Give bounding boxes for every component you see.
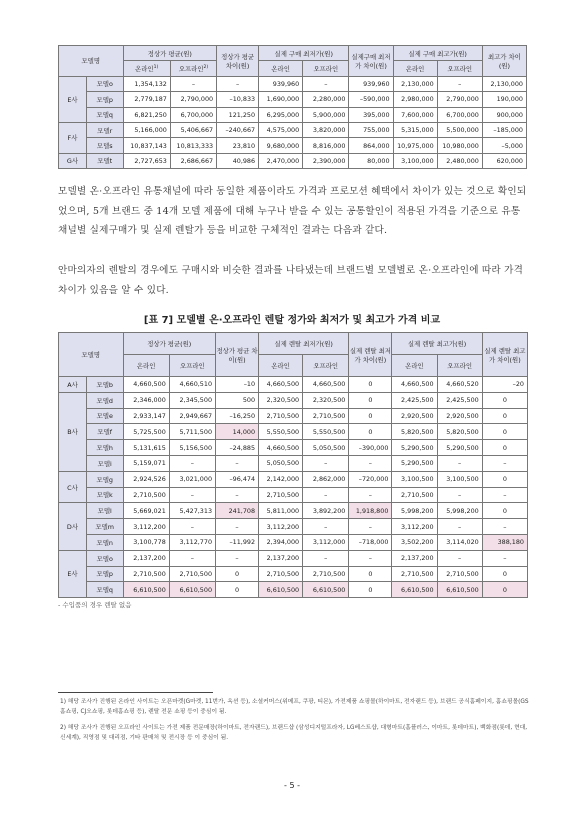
- value-cell: 5,315,000: [393, 122, 437, 137]
- table-row: [59, 122, 527, 137]
- company-cell: F사: [59, 122, 87, 153]
- value-cell: –: [437, 487, 482, 503]
- value-cell: 2,470,000: [259, 153, 303, 168]
- value-cell: –: [303, 76, 349, 91]
- model-cell: 모델k: [86, 487, 123, 503]
- value-cell: 939,960: [349, 76, 393, 91]
- value-cell: 5,290,500: [392, 455, 437, 471]
- subheader-online: 온라인: [123, 355, 169, 377]
- value-cell: –24,885: [216, 440, 259, 456]
- company-cell: E사: [59, 76, 87, 122]
- value-cell: –: [482, 550, 527, 566]
- value-cell: 6,610,500: [437, 582, 482, 598]
- value-cell: 23,810: [217, 138, 259, 153]
- company-cell: C사: [59, 471, 87, 503]
- model-cell: 모델r: [86, 122, 123, 137]
- value-cell: 5,290,500: [437, 440, 482, 456]
- value-cell: –: [303, 550, 349, 566]
- value-cell: 1,690,000: [259, 92, 303, 107]
- company-cell: B사: [59, 392, 87, 471]
- table-row: [59, 92, 527, 107]
- value-cell: 6,700,000: [437, 107, 482, 122]
- value-cell: –390,000: [349, 440, 392, 456]
- model-cell: 모델d: [86, 392, 123, 408]
- value-cell: 4,660,510: [169, 377, 215, 393]
- value-cell: 5,290,500: [392, 440, 437, 456]
- value-cell: 5,811,000: [259, 503, 303, 519]
- value-cell: 2,320,500: [303, 392, 349, 408]
- value-cell: 5,998,200: [392, 503, 437, 519]
- table-row: [59, 408, 528, 424]
- value-cell: –16,250: [216, 408, 259, 424]
- value-cell: 2,425,500: [437, 392, 482, 408]
- subheader-offline: 오프라인: [169, 355, 215, 377]
- value-cell: 3,112,770: [169, 534, 215, 550]
- value-cell: 0: [482, 566, 527, 582]
- value-cell: –10,833: [217, 92, 259, 107]
- header-list-price: 정상가 평균(원): [123, 46, 217, 61]
- value-cell: –: [169, 455, 215, 471]
- subheader-online: 온라인: [392, 355, 437, 377]
- value-cell: 190,000: [482, 92, 526, 107]
- value-cell: 2,920,500: [437, 408, 482, 424]
- value-cell: 2,710,500: [123, 566, 169, 582]
- value-cell: 3,100,000: [393, 153, 437, 168]
- table-row: [59, 487, 528, 503]
- value-cell: 2,924,526: [123, 471, 169, 487]
- model-cell: 모델i: [86, 455, 123, 471]
- value-cell: 2,779,187: [123, 92, 170, 107]
- value-cell: 2,686,667: [170, 153, 216, 168]
- value-cell: 0: [482, 440, 527, 456]
- company-cell: A사: [59, 377, 87, 393]
- table-row: [59, 377, 528, 393]
- value-cell: 3,502,200: [392, 534, 437, 550]
- header-model: 모델명: [59, 46, 124, 77]
- value-cell: 6,610,500: [169, 582, 215, 598]
- company-cell: D사: [59, 503, 87, 550]
- value-cell: 395,000: [349, 107, 393, 122]
- value-cell: 6,610,500: [303, 582, 349, 598]
- value-cell: 0: [349, 424, 392, 440]
- value-cell: –: [216, 487, 259, 503]
- value-cell: 4,660,500: [392, 377, 437, 393]
- model-cell: 모델n: [86, 534, 123, 550]
- value-cell: –: [169, 519, 215, 535]
- value-cell: 0: [482, 503, 527, 519]
- value-cell: –: [303, 487, 349, 503]
- header-max-rental: 실제 렌탈 최고가(원): [392, 333, 482, 355]
- model-cell: 모델s: [86, 138, 123, 153]
- value-cell: –: [437, 519, 482, 535]
- value-cell: 0: [216, 582, 259, 598]
- value-cell: 5,550,500: [259, 424, 303, 440]
- table-row: [59, 76, 527, 91]
- value-cell: 3,100,500: [437, 471, 482, 487]
- value-cell: 2,130,000: [482, 76, 526, 91]
- table-row: [59, 138, 527, 153]
- value-cell: 5,669,021: [123, 503, 169, 519]
- value-cell: –: [216, 455, 259, 471]
- value-cell: 10,837,143: [123, 138, 170, 153]
- table-row: [59, 392, 528, 408]
- value-cell: 0: [349, 566, 392, 582]
- value-cell: 2,710,500: [259, 408, 303, 424]
- subheader-online: 온라인: [259, 61, 303, 76]
- value-cell: –: [349, 487, 392, 503]
- value-cell: 5,427,313: [169, 503, 215, 519]
- value-cell: –: [437, 455, 482, 471]
- value-cell: –: [482, 487, 527, 503]
- value-cell: –: [303, 519, 349, 535]
- value-cell: 0: [349, 582, 392, 598]
- value-cell: 9,680,000: [259, 138, 303, 153]
- value-cell: 10,975,000: [393, 138, 437, 153]
- value-cell: –: [437, 76, 482, 91]
- value-cell: 5,131,615: [123, 440, 169, 456]
- header-max-price: 실제 구매 최고가(원): [393, 46, 482, 61]
- value-cell: –: [217, 76, 259, 91]
- subheader-offline: 오프라인: [437, 355, 482, 377]
- subheader-offline: 오프라인: [303, 355, 349, 377]
- footnote: 1) 해당 조사가 진행된 온라인 사이트는 오픈마켓(G마켓, 11번가, 옥션 등), 소셜커머스(위메프, 쿠팡, 티몬), 가전제품 쇼핑몰(하이마트, 전자랜드 등), 브랜드 공식홈페이지, 홈쇼핑몰(GS홈쇼핑, CJ오쇼핑, 롯데홈쇼핑 등), 렌탈 전문 쇼핑 등이 중심이 됨.: [60, 699, 529, 716]
- model-cell: 모델p: [86, 566, 123, 582]
- table-caption: [표 7] 모델별 온·오프라인 렌탈 정가와 최저가 및 최고가 가격 비교: [143, 315, 441, 326]
- value-cell: 3,112,000: [303, 534, 349, 550]
- company-cell: E사: [59, 550, 87, 597]
- value-cell: –590,000: [349, 92, 393, 107]
- table-row: [59, 566, 528, 582]
- value-cell: 0: [349, 392, 392, 408]
- value-cell: 3,114,020: [437, 534, 482, 550]
- value-cell: –10: [216, 377, 259, 393]
- subheader-online: 온라인: [259, 355, 303, 377]
- table-row: [59, 153, 527, 168]
- value-cell: 755,000: [349, 122, 393, 137]
- rental-price-table: [58, 332, 528, 598]
- value-cell: 5,500,000: [437, 122, 482, 137]
- value-cell: 500: [216, 392, 259, 408]
- value-cell: 3,100,500: [392, 471, 437, 487]
- model-cell: 모델b: [86, 377, 123, 393]
- value-cell: 2,980,000: [393, 92, 437, 107]
- value-cell: 5,406,667: [170, 122, 216, 137]
- value-cell: 40,986: [217, 153, 259, 168]
- value-cell: –240,667: [217, 122, 259, 137]
- value-cell: 2,280,000: [303, 92, 349, 107]
- footnote-divider: [58, 692, 213, 693]
- value-cell: 1,918,800: [349, 503, 392, 519]
- value-cell: –11,992: [216, 534, 259, 550]
- body-paragraph: 모델별 온·오프라인 유통채널에 따라 동일한 제품이라도 가격과 프로모션 혜택에서 차이가 있는 것으로 확인되었으며, 5개 브랜드 중 14개 모델 제품에 대해 누구나 받을 수 있는 공통할인이 적용된 가격을 기준으로 유통채널별 실제구매가 및 실제 렌탈가 등을 비교한 구체적인 결과는 다음과 같다.: [58, 186, 527, 236]
- value-cell: 0: [482, 392, 527, 408]
- value-cell: 2,137,200: [259, 550, 303, 566]
- value-cell: 2,142,000: [259, 471, 303, 487]
- value-cell: 2,137,200: [123, 550, 169, 566]
- value-cell: 5,725,500: [123, 424, 169, 440]
- company-cell: G사: [59, 153, 87, 168]
- subheader-offline: 오프라인: [437, 61, 482, 76]
- header-max-diff: 실제 렌탈 최고가 차이(원): [482, 333, 527, 377]
- value-cell: 0: [216, 566, 259, 582]
- model-cell: 모델q: [86, 582, 123, 598]
- value-cell: –: [216, 519, 259, 535]
- value-cell: 121,250: [217, 107, 259, 122]
- table-row: [59, 534, 528, 550]
- value-cell: 2,949,667: [169, 408, 215, 424]
- value-cell: 6,610,500: [123, 582, 169, 598]
- value-cell: –: [482, 519, 527, 535]
- value-cell: 3,820,000: [303, 122, 349, 137]
- value-cell: 7,600,000: [393, 107, 437, 122]
- value-cell: 2,320,500: [259, 392, 303, 408]
- value-cell: 5,166,000: [123, 122, 170, 137]
- value-cell: –185,000: [482, 122, 526, 137]
- value-cell: 6,700,000: [170, 107, 216, 122]
- value-cell: 4,660,500: [123, 377, 169, 393]
- model-cell: 모델f: [86, 424, 123, 440]
- value-cell: 5,050,500: [303, 440, 349, 456]
- value-cell: 4,660,500: [259, 440, 303, 456]
- value-cell: 8,816,000: [303, 138, 349, 153]
- value-cell: 2,710,500: [392, 487, 437, 503]
- model-cell: 모델o: [86, 76, 123, 91]
- value-cell: 0: [482, 424, 527, 440]
- value-cell: 864,000: [349, 138, 393, 153]
- subheader-offline: 오프라인$^{2)}$: [170, 61, 216, 76]
- value-cell: 3,021,000: [169, 471, 215, 487]
- model-cell: 모델q: [86, 107, 123, 122]
- table-row: [59, 455, 528, 471]
- value-cell: –20: [482, 377, 527, 393]
- value-cell: 2,862,000: [303, 471, 349, 487]
- subheader-offline: 오프라인: [303, 61, 349, 76]
- value-cell: 0: [482, 582, 527, 598]
- value-cell: 5,156,500: [169, 440, 215, 456]
- value-cell: –: [349, 455, 392, 471]
- value-cell: 6,610,500: [392, 582, 437, 598]
- value-cell: 2,130,000: [393, 76, 437, 91]
- value-cell: 5,820,500: [437, 424, 482, 440]
- value-cell: –: [437, 550, 482, 566]
- value-cell: –: [216, 550, 259, 566]
- value-cell: 5,550,500: [303, 424, 349, 440]
- model-cell: 모델l: [86, 503, 123, 519]
- header-min-rental: 실제 렌탈 최저가(원): [259, 333, 349, 355]
- value-cell: 2,346,000: [123, 392, 169, 408]
- value-cell: –720,000: [349, 471, 392, 487]
- table-row: [59, 107, 527, 122]
- value-cell: 3,112,200: [259, 519, 303, 535]
- value-cell: –: [170, 76, 216, 91]
- value-cell: 4,575,000: [259, 122, 303, 137]
- value-cell: 6,821,250: [123, 107, 170, 122]
- value-cell: 2,425,500: [392, 392, 437, 408]
- value-cell: –: [303, 455, 349, 471]
- value-cell: 3,100,778: [123, 534, 169, 550]
- value-cell: 0: [349, 408, 392, 424]
- value-cell: 900,000: [482, 107, 526, 122]
- value-cell: 5,711,500: [169, 424, 215, 440]
- value-cell: 5,900,000: [303, 107, 349, 122]
- value-cell: –: [169, 550, 215, 566]
- model-cell: 모델t: [86, 153, 123, 168]
- value-cell: 6,610,500: [259, 582, 303, 598]
- value-cell: 2,710,500: [392, 566, 437, 582]
- header-list-diff: 정상가 평균 차이(원): [217, 46, 259, 77]
- header-model: 모델명: [59, 333, 124, 377]
- table-row: [59, 582, 528, 598]
- value-cell: 1,354,132: [123, 76, 170, 91]
- model-cell: 모델m: [86, 519, 123, 535]
- value-cell: 10,813,333: [170, 138, 216, 153]
- header-min-price: 실제 구매 최저가(원): [259, 46, 349, 61]
- value-cell: 2,727,653: [123, 153, 170, 168]
- body-paragraph: 안마의자의 렌탈의 경우에도 구매시와 비슷한 결과를 나타냈는데 브랜드별 모델별로 온·오프라인에 따라 가격 차이가 있음을 알 수 있다.: [58, 265, 524, 296]
- value-cell: 939,960: [259, 76, 303, 91]
- model-cell: 모델g: [86, 471, 123, 487]
- value-cell: –718,000: [349, 534, 392, 550]
- value-cell: 14,000: [216, 424, 259, 440]
- value-cell: 2,394,000: [259, 534, 303, 550]
- value-cell: –: [169, 487, 215, 503]
- value-cell: 4,660,500: [303, 377, 349, 393]
- subheader-online: 온라인: [393, 61, 437, 76]
- model-cell: 모델p: [86, 92, 123, 107]
- table-note: - 수입품의 경우 렌탈 없음: [58, 601, 132, 609]
- header-min-diff: 실제구매 최저가 차이(원): [349, 46, 393, 77]
- model-cell: 모델o: [86, 550, 123, 566]
- value-cell: 241,708: [216, 503, 259, 519]
- value-cell: 0: [482, 408, 527, 424]
- value-cell: 5,820,500: [392, 424, 437, 440]
- value-cell: 3,112,200: [123, 519, 169, 535]
- value-cell: 0: [482, 471, 527, 487]
- header-max-diff: 최고가 차이(원): [482, 46, 526, 77]
- value-cell: 5,050,500: [259, 455, 303, 471]
- value-cell: 2,710,500: [123, 487, 169, 503]
- purchase-price-table: [58, 45, 527, 169]
- value-cell: 388,180: [482, 534, 527, 550]
- table-row: [59, 440, 528, 456]
- value-cell: 2,710,500: [437, 566, 482, 582]
- table-row: [59, 503, 528, 519]
- value-cell: 5,998,200: [437, 503, 482, 519]
- header-min-diff: 실제 렌탈 최저가 차이(원): [349, 333, 392, 377]
- model-cell: 모델e: [86, 408, 123, 424]
- table-row: [59, 424, 528, 440]
- value-cell: 2,345,500: [169, 392, 215, 408]
- value-cell: 2,790,000: [170, 92, 216, 107]
- value-cell: 2,710,500: [303, 566, 349, 582]
- footnote: 2) 해당 조사가 진행된 오프라인 사이트는 가전 제품 전문매장(하이마트, 전자랜드), 브랜드샵 (삼성디지털프라자, LG베스트샵, 대형마트(홈플러스, 이마트, 롯데마트), 백화점(롯데, 현대, 신세계), 직영점 및 대리점, 기타 판매처 및 전시장 등 이 중심이 됨.: [60, 725, 528, 742]
- value-cell: –96,474: [216, 471, 259, 487]
- value-cell: 2,933,147: [123, 408, 169, 424]
- table-row: [59, 550, 528, 566]
- header-list-diff: 정상가 평균 차이(원): [216, 333, 259, 377]
- value-cell: 2,137,200: [392, 550, 437, 566]
- value-cell: –: [349, 519, 392, 535]
- value-cell: 2,480,000: [437, 153, 482, 168]
- value-cell: 2,390,000: [303, 153, 349, 168]
- subheader-online: 온라인$^{1)}$: [123, 61, 170, 76]
- header-list-price: 정상가 평균(원): [123, 333, 216, 355]
- value-cell: 80,000: [349, 153, 393, 168]
- value-cell: 2,710,500: [303, 408, 349, 424]
- value-cell: –5,000: [482, 138, 526, 153]
- value-cell: –: [349, 550, 392, 566]
- value-cell: 2,710,500: [169, 566, 215, 582]
- value-cell: 620,000: [482, 153, 526, 168]
- value-cell: 5,159,071: [123, 455, 169, 471]
- value-cell: –: [482, 455, 527, 471]
- value-cell: 10,980,000: [437, 138, 482, 153]
- value-cell: 3,112,200: [392, 519, 437, 535]
- value-cell: 2,710,500: [259, 487, 303, 503]
- value-cell: 6,295,000: [259, 107, 303, 122]
- page-number: - 5 -: [284, 781, 300, 790]
- value-cell: 2,790,000: [437, 92, 482, 107]
- model-cell: 모델h: [86, 440, 123, 456]
- value-cell: 2,710,500: [259, 566, 303, 582]
- value-cell: 2,920,500: [392, 408, 437, 424]
- value-cell: 4,660,500: [259, 377, 303, 393]
- value-cell: 4,660,520: [437, 377, 482, 393]
- value-cell: 3,892,200: [303, 503, 349, 519]
- table-row: [59, 519, 528, 535]
- table-row: [59, 471, 528, 487]
- value-cell: 0: [349, 377, 392, 393]
